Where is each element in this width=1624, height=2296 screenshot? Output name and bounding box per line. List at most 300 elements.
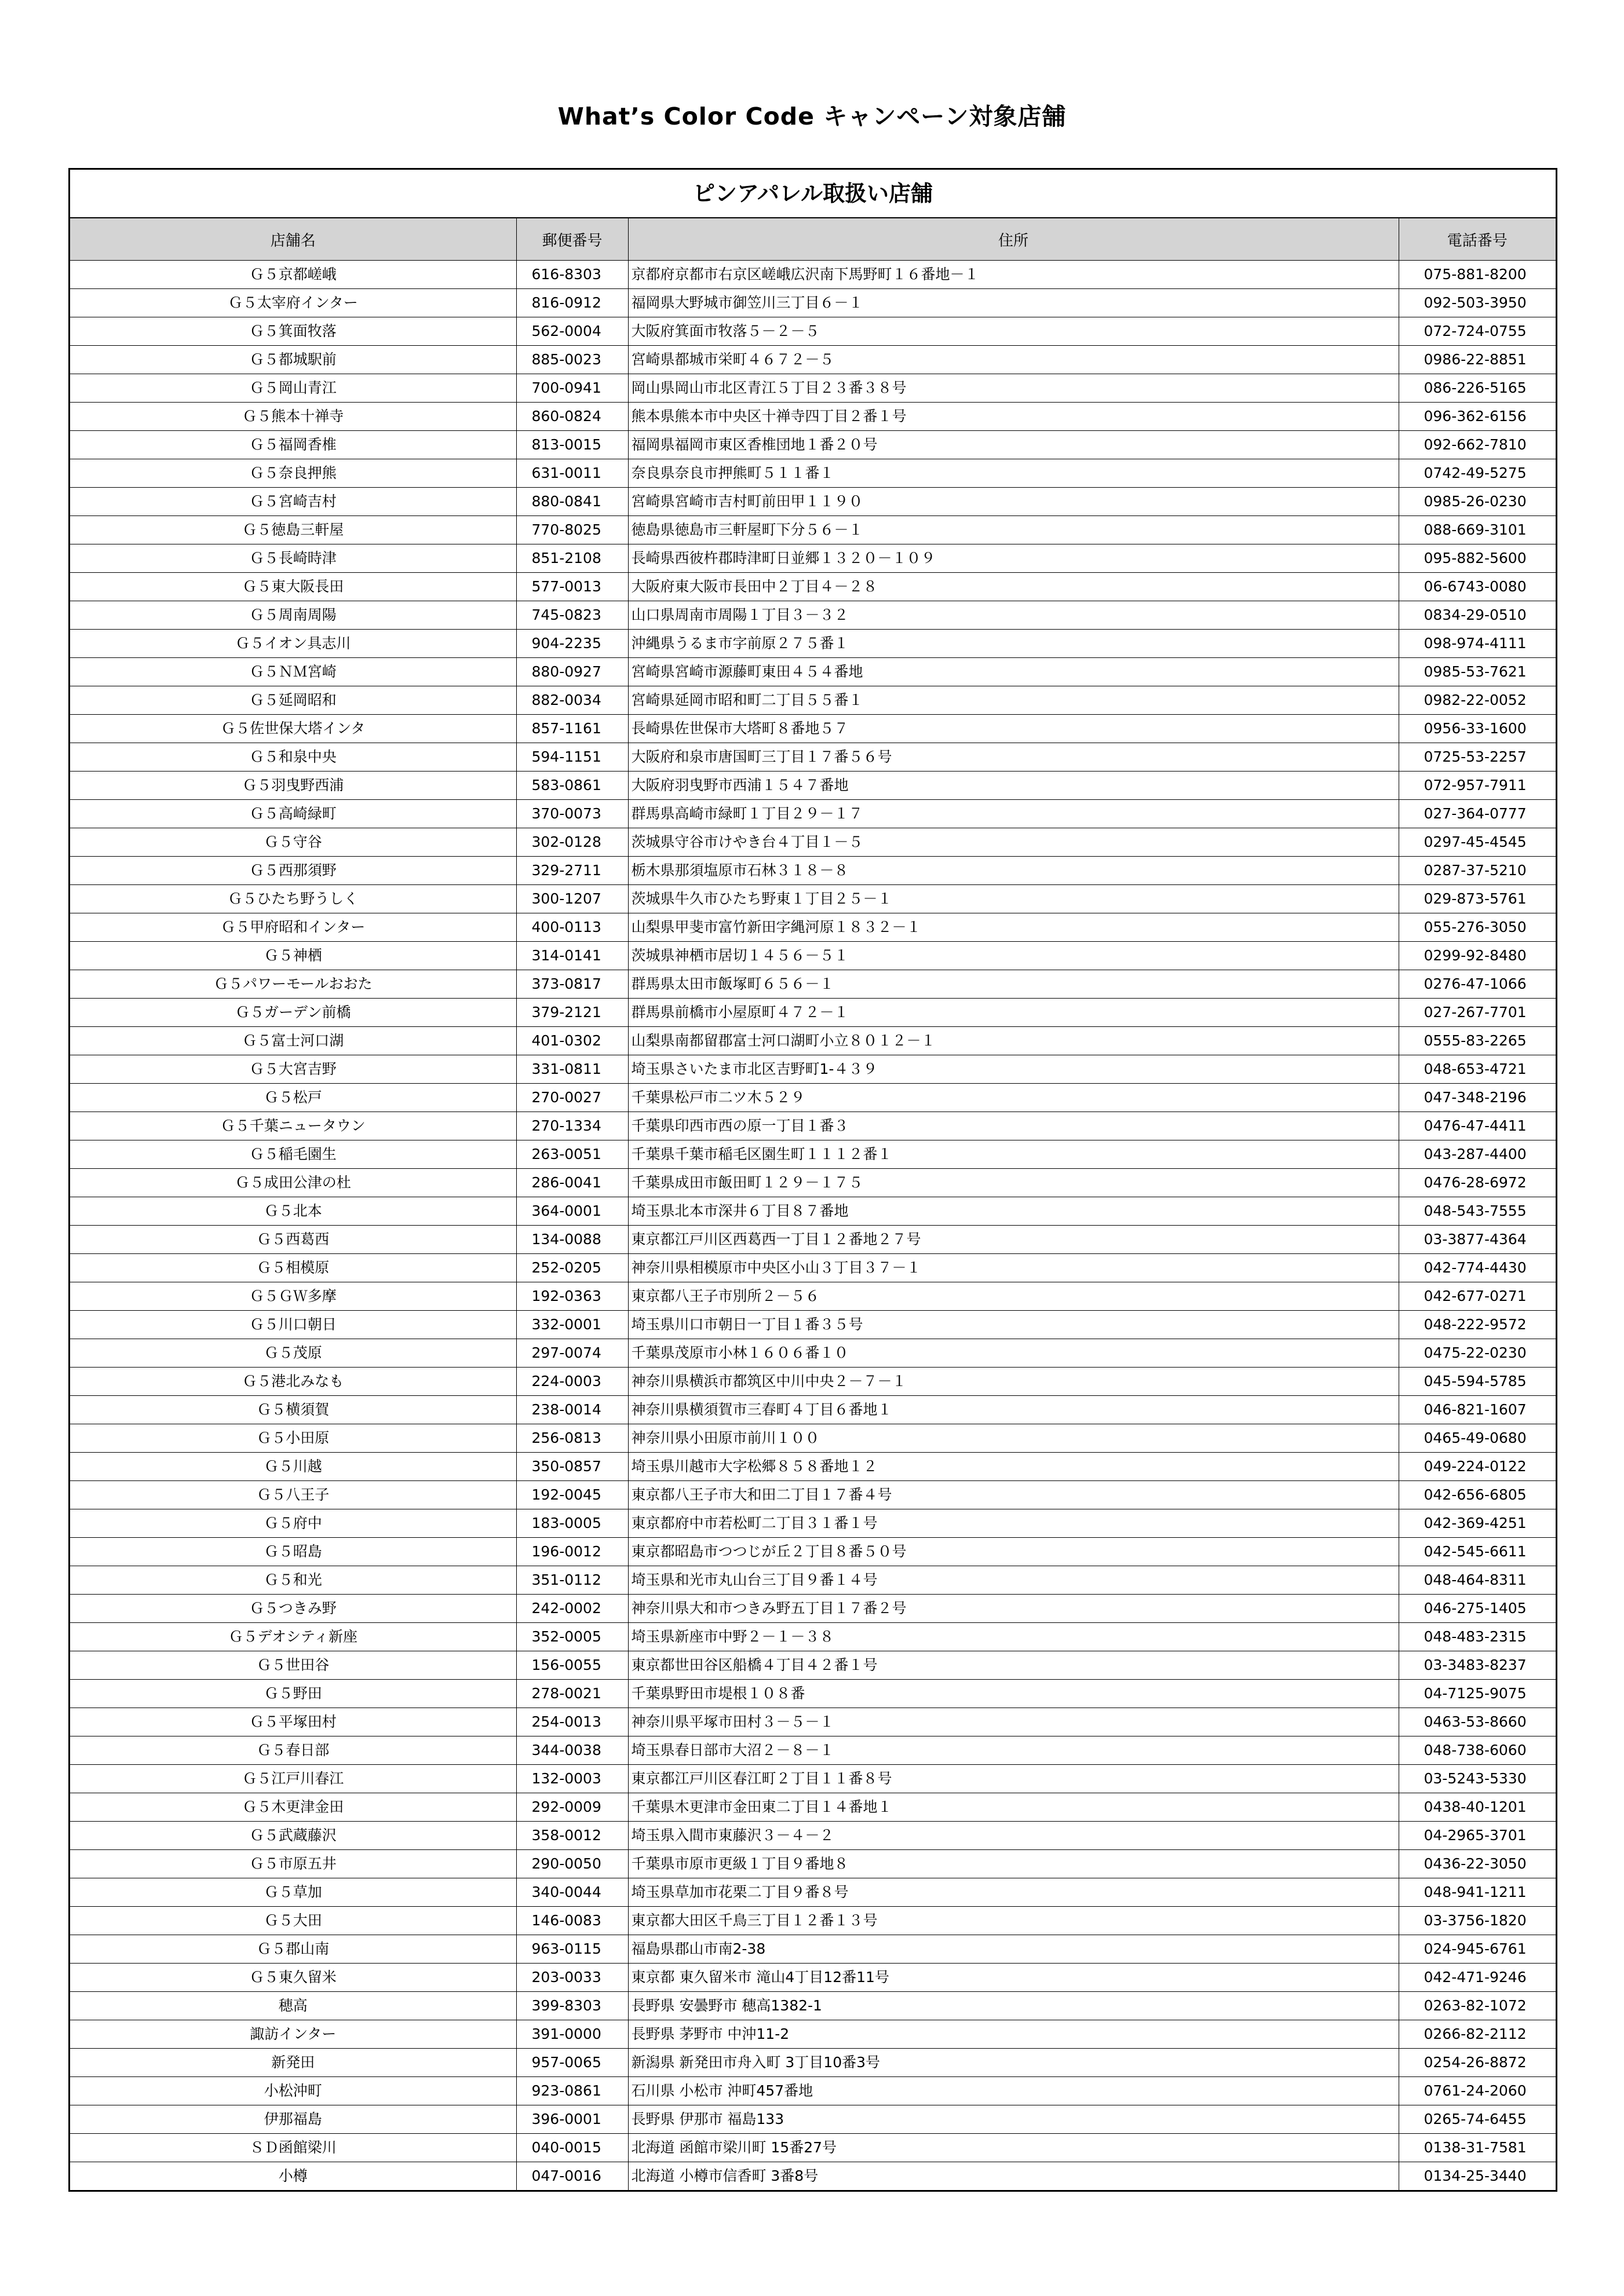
address-cell: 埼玉県川口市朝日一丁目１番３５号	[628, 1311, 1399, 1339]
address-cell: 宮崎県延岡市昭和町二丁目５５番１	[628, 686, 1399, 715]
phone-cell: 0297-45-4545	[1399, 828, 1556, 857]
table-row	[70, 1765, 1556, 1793]
postal-code-cell: 745-0823	[516, 601, 628, 630]
table-row	[70, 261, 1556, 289]
postal-code-cell: 344-0038	[516, 1736, 628, 1765]
table-row	[70, 828, 1556, 857]
phone-cell: 0476-47-4411	[1399, 1112, 1556, 1140]
phone-cell: 03-3483-8237	[1399, 1651, 1556, 1680]
postal-code-cell: 401-0302	[516, 1027, 628, 1055]
phone-cell: 0985-26-0230	[1399, 488, 1556, 516]
table-row	[70, 1793, 1556, 1822]
table-row	[70, 2077, 1556, 2105]
table-row	[70, 317, 1556, 346]
table-row	[70, 913, 1556, 942]
table-row	[70, 374, 1556, 403]
postal-code-cell: 880-0927	[516, 658, 628, 686]
table-row	[70, 1935, 1556, 1964]
address-cell: 埼玉県新座市中野２－１－３８	[628, 1623, 1399, 1651]
store-name-cell: Ｇ５茂原	[70, 1339, 516, 1368]
store-name-cell: Ｇ５世田谷	[70, 1651, 516, 1680]
address-cell: 長崎県西彼杵郡時津町日並郷１３２０－１０９	[628, 544, 1399, 573]
store-name-cell: Ｇ５郡山南	[70, 1935, 516, 1964]
phone-cell: 0742-49-5275	[1399, 459, 1556, 488]
store-name-cell: 伊那福島	[70, 2105, 516, 2134]
phone-cell: 042-369-4251	[1399, 1509, 1556, 1538]
store-name-cell: Ｇ５和光	[70, 1566, 516, 1595]
postal-code-cell: 816-0912	[516, 289, 628, 317]
address-cell: 徳島県徳島市三軒屋町下分５６－１	[628, 516, 1399, 544]
phone-cell: 0254-26-8872	[1399, 2049, 1556, 2077]
store-name-cell: Ｇ５岡山青江	[70, 374, 516, 403]
column-header-postal-code: 郵便番号	[516, 218, 628, 261]
table-row	[70, 1254, 1556, 1282]
store-name-cell: Ｇ５平塚田村	[70, 1708, 516, 1736]
store-name-cell: Ｇ５パワーモールおおた	[70, 970, 516, 999]
address-cell: 宮崎県宮崎市源藤町東田４５４番地	[628, 658, 1399, 686]
address-cell: 東京都八王子市大和田二丁目１７番４号	[628, 1481, 1399, 1509]
address-cell: 山梨県甲斐市富竹新田字縄河原１８３２－１	[628, 913, 1399, 942]
phone-cell: 0299-92-8480	[1399, 942, 1556, 970]
store-rows	[70, 261, 1556, 2191]
phone-cell: 0475-22-0230	[1399, 1339, 1556, 1368]
store-name-cell: Ｇ５熊本十禅寺	[70, 403, 516, 431]
table-header-row	[70, 218, 1556, 261]
phone-cell: 06-6743-0080	[1399, 573, 1556, 601]
address-cell: 埼玉県入間市東藤沢３－４－２	[628, 1822, 1399, 1850]
table-row	[70, 1453, 1556, 1481]
phone-cell: 072-957-7911	[1399, 772, 1556, 800]
store-name-cell: Ｇ５木更津金田	[70, 1793, 516, 1822]
table-row	[70, 2105, 1556, 2134]
postal-code-cell: 813-0015	[516, 431, 628, 459]
address-cell: 大阪府羽曳野市西浦１５４７番地	[628, 772, 1399, 800]
address-cell: 群馬県前橋市小屋原町４７２－１	[628, 999, 1399, 1027]
phone-cell: 0761-24-2060	[1399, 2077, 1556, 2105]
store-name-cell: Ｇ５富士河口湖	[70, 1027, 516, 1055]
store-name-cell: Ｇ５春日部	[70, 1736, 516, 1765]
phone-cell: 042-656-6805	[1399, 1481, 1556, 1509]
table-row	[70, 346, 1556, 374]
phone-cell: 0985-53-7621	[1399, 658, 1556, 686]
store-name-cell: Ｇ５西葛西	[70, 1226, 516, 1254]
table-row	[70, 544, 1556, 573]
postal-code-cell: 352-0005	[516, 1623, 628, 1651]
phone-cell: 0463-53-8660	[1399, 1708, 1556, 1736]
phone-cell: 042-774-4430	[1399, 1254, 1556, 1282]
store-name-cell: Ｇ５西那須野	[70, 857, 516, 885]
postal-code-cell: 192-0363	[516, 1282, 628, 1311]
store-name-cell: Ｇ５ＮＭ宮崎	[70, 658, 516, 686]
table-row	[70, 1708, 1556, 1736]
store-name-cell: Ｇ５羽曳野西浦	[70, 772, 516, 800]
address-cell: 埼玉県草加市花栗二丁目９番８号	[628, 1878, 1399, 1907]
table-row	[70, 1509, 1556, 1538]
postal-code-cell: 885-0023	[516, 346, 628, 374]
table-row	[70, 1680, 1556, 1708]
phone-cell: 03-5243-5330	[1399, 1765, 1556, 1793]
table-row	[70, 1339, 1556, 1368]
postal-code-cell: 379-2121	[516, 999, 628, 1027]
table-row	[70, 1850, 1556, 1878]
address-cell: 埼玉県川越市大字松郷８５８番地１２	[628, 1453, 1399, 1481]
postal-code-cell: 963-0115	[516, 1935, 628, 1964]
address-cell: 茨城県牛久市ひたち野東１丁目２５－１	[628, 885, 1399, 913]
table-row	[70, 800, 1556, 828]
phone-cell: 048-941-1211	[1399, 1878, 1556, 1907]
store-name-cell: Ｇ５大田	[70, 1907, 516, 1935]
table-row	[70, 1424, 1556, 1453]
postal-code-cell: 770-8025	[516, 516, 628, 544]
phone-cell: 027-267-7701	[1399, 999, 1556, 1027]
address-cell: 千葉県木更津市金田東二丁目１４番地１	[628, 1793, 1399, 1822]
address-cell: 東京都昭島市つつじが丘２丁目８番５０号	[628, 1538, 1399, 1566]
address-cell: 東京都 東久留米市 滝山4丁目12番11号	[628, 1964, 1399, 1992]
address-cell: 大阪府東大阪市長田中２丁目４－２８	[628, 573, 1399, 601]
address-cell: 神奈川県相模原市中央区小山３丁目３７－１	[628, 1254, 1399, 1282]
postal-code-cell: 358-0012	[516, 1822, 628, 1850]
postal-code-cell: 373-0817	[516, 970, 628, 999]
postal-code-cell: 146-0083	[516, 1907, 628, 1935]
postal-code-cell: 203-0033	[516, 1964, 628, 1992]
store-name-cell: Ｇ５川口朝日	[70, 1311, 516, 1339]
address-cell: 熊本県熊本市中央区十禅寺四丁目２番１号	[628, 403, 1399, 431]
store-name-cell: Ｇ５箕面牧落	[70, 317, 516, 346]
table-row	[70, 431, 1556, 459]
table-row	[70, 1822, 1556, 1850]
phone-cell: 0438-40-1201	[1399, 1793, 1556, 1822]
postal-code-cell: 904-2235	[516, 630, 628, 658]
postal-code-cell: 562-0004	[516, 317, 628, 346]
table-row	[70, 403, 1556, 431]
postal-code-cell: 957-0065	[516, 2049, 628, 2077]
store-name-cell: Ｇ５ＧＷ多摩	[70, 1282, 516, 1311]
postal-code-cell: 256-0813	[516, 1424, 628, 1453]
store-name-cell: Ｇ５神栖	[70, 942, 516, 970]
table-row	[70, 1197, 1556, 1226]
table-row	[70, 1736, 1556, 1765]
address-cell: 群馬県太田市飯塚町６５６－１	[628, 970, 1399, 999]
phone-cell: 0476-28-6972	[1399, 1169, 1556, 1197]
postal-code-cell: 631-0011	[516, 459, 628, 488]
postal-code-cell: 882-0034	[516, 686, 628, 715]
postal-code-cell: 134-0088	[516, 1226, 628, 1254]
address-cell: 神奈川県平塚市田村３－５－１	[628, 1708, 1399, 1736]
phone-cell: 049-224-0122	[1399, 1453, 1556, 1481]
store-name-cell: Ｇ５成田公津の杜	[70, 1169, 516, 1197]
table-row	[70, 1878, 1556, 1907]
table-row	[70, 1226, 1556, 1254]
table-row	[70, 2162, 1556, 2191]
postal-code-cell: 238-0014	[516, 1396, 628, 1424]
address-cell: 石川県 小松市 沖町457番地	[628, 2077, 1399, 2105]
store-name-cell: Ｇ５武蔵藤沢	[70, 1822, 516, 1850]
phone-cell: 086-226-5165	[1399, 374, 1556, 403]
postal-code-cell: 047-0016	[516, 2162, 628, 2191]
phone-cell: 0436-22-3050	[1399, 1850, 1556, 1878]
store-name-cell: Ｇ５宮崎吉村	[70, 488, 516, 516]
column-header-store-name: 店舗名	[70, 218, 516, 261]
store-name-cell: Ｇ５周南周陽	[70, 601, 516, 630]
address-cell: 群馬県高崎市緑町１丁目２９－１７	[628, 800, 1399, 828]
store-name-cell: Ｇ５松戸	[70, 1084, 516, 1112]
table-row	[70, 1992, 1556, 2020]
address-cell: 神奈川県小田原市前川１００	[628, 1424, 1399, 1453]
phone-cell: 0138-31-7581	[1399, 2134, 1556, 2162]
store-name-cell: Ｇ５高崎緑町	[70, 800, 516, 828]
postal-code-cell: 332-0001	[516, 1311, 628, 1339]
postal-code-cell: 923-0861	[516, 2077, 628, 2105]
table-row	[70, 1368, 1556, 1396]
store-name-cell: Ｇ５大宮吉野	[70, 1055, 516, 1084]
phone-cell: 098-974-4111	[1399, 630, 1556, 658]
table-row	[70, 970, 1556, 999]
store-name-cell: Ｇ５稲毛園生	[70, 1140, 516, 1169]
store-name-cell: Ｇ５デオシティ新座	[70, 1623, 516, 1651]
table-row	[70, 1964, 1556, 1992]
address-cell: 神奈川県横浜市都筑区中川中央２－７－１	[628, 1368, 1399, 1396]
phone-cell: 0555-83-2265	[1399, 1027, 1556, 1055]
phone-cell: 047-348-2196	[1399, 1084, 1556, 1112]
store-name-cell: Ｇ５イオン具志川	[70, 630, 516, 658]
store-name-cell: 小松沖町	[70, 2077, 516, 2105]
table-row	[70, 488, 1556, 516]
phone-cell: 055-276-3050	[1399, 913, 1556, 942]
table-row	[70, 630, 1556, 658]
phone-cell: 042-471-9246	[1399, 1964, 1556, 1992]
table-row	[70, 857, 1556, 885]
table-row	[70, 2049, 1556, 2077]
store-name-cell: Ｇ５市原五井	[70, 1850, 516, 1878]
phone-cell: 048-543-7555	[1399, 1197, 1556, 1226]
postal-code-cell: 192-0045	[516, 1481, 628, 1509]
store-name-cell: Ｇ５長崎時津	[70, 544, 516, 573]
postal-code-cell: 183-0005	[516, 1509, 628, 1538]
table-row	[70, 459, 1556, 488]
postal-code-cell: 242-0002	[516, 1595, 628, 1623]
postal-code-cell: 292-0009	[516, 1793, 628, 1822]
postal-code-cell: 252-0205	[516, 1254, 628, 1282]
store-name-cell: 新発田	[70, 2049, 516, 2077]
table-row	[70, 772, 1556, 800]
store-name-cell: Ｇ５奈良押熊	[70, 459, 516, 488]
store-name-cell: Ｇ５野田	[70, 1680, 516, 1708]
address-cell: 沖縄県うるま市字前原２７５番１	[628, 630, 1399, 658]
postal-code-cell: 254-0013	[516, 1708, 628, 1736]
store-name-cell: Ｇ５徳島三軒屋	[70, 516, 516, 544]
phone-cell: 03-3877-4364	[1399, 1226, 1556, 1254]
table-row	[70, 573, 1556, 601]
address-cell: 千葉県印西市西の原一丁目１番３	[628, 1112, 1399, 1140]
address-cell: 東京都八王子市別所２－５６	[628, 1282, 1399, 1311]
postal-code-cell: 400-0113	[516, 913, 628, 942]
page-title: What’s Color Code キャンペーン対象店舗	[557, 103, 1067, 130]
address-cell: 埼玉県和光市丸山台三丁目９番１４号	[628, 1566, 1399, 1595]
store-name-cell: Ｇ５延岡昭和	[70, 686, 516, 715]
postal-code-cell: 331-0811	[516, 1055, 628, 1084]
phone-cell: 048-738-6060	[1399, 1736, 1556, 1765]
postal-code-cell: 880-0841	[516, 488, 628, 516]
table-row	[70, 516, 1556, 544]
column-header-phone: 電話番号	[1399, 218, 1556, 261]
phone-cell: 043-287-4400	[1399, 1140, 1556, 1169]
phone-cell: 0265-74-6455	[1399, 2105, 1556, 2134]
phone-cell: 03-3756-1820	[1399, 1907, 1556, 1935]
address-cell: 東京都大田区千鳥三丁目１２番１３号	[628, 1907, 1399, 1935]
phone-cell: 048-653-4721	[1399, 1055, 1556, 1084]
phone-cell: 029-873-5761	[1399, 885, 1556, 913]
store-name-cell: Ｇ５和泉中央	[70, 743, 516, 772]
address-cell: 千葉県成田市飯田町１２９－１７５	[628, 1169, 1399, 1197]
table-row	[70, 1055, 1556, 1084]
phone-cell: 042-677-0271	[1399, 1282, 1556, 1311]
address-cell: 千葉県千葉市稲毛区園生町１１１２番１	[628, 1140, 1399, 1169]
address-cell: 千葉県野田市堤根１０８番	[628, 1680, 1399, 1708]
phone-cell: 0266-82-2112	[1399, 2020, 1556, 2049]
address-cell: 長野県 安曇野市 穂高1382-1	[628, 1992, 1399, 2020]
address-cell: 宮崎県都城市栄町４６７２－５	[628, 346, 1399, 374]
postal-code-cell: 278-0021	[516, 1680, 628, 1708]
store-name-cell: 小樽	[70, 2162, 516, 2191]
address-cell: 福岡県福岡市東区香椎団地１番２０号	[628, 431, 1399, 459]
phone-cell: 0276-47-1066	[1399, 970, 1556, 999]
store-table	[70, 218, 1556, 2190]
postal-code-cell: 270-0027	[516, 1084, 628, 1112]
store-name-cell: Ｇ５横須賀	[70, 1396, 516, 1424]
table-row	[70, 289, 1556, 317]
address-cell: 埼玉県さいたま市北区吉野町1-４３９	[628, 1055, 1399, 1084]
store-name-cell: Ｇ５佐世保大塔インタ	[70, 715, 516, 743]
phone-cell: 024-945-6761	[1399, 1935, 1556, 1964]
table-row	[70, 1311, 1556, 1339]
address-cell: 千葉県松戸市二ツ木５２９	[628, 1084, 1399, 1112]
store-name-cell: Ｇ５草加	[70, 1878, 516, 1907]
store-name-cell: Ｇ５川越	[70, 1453, 516, 1481]
store-name-cell: Ｇ５東大阪長田	[70, 573, 516, 601]
postal-code-cell: 364-0001	[516, 1197, 628, 1226]
phone-cell: 048-464-8311	[1399, 1566, 1556, 1595]
address-cell: 茨城県守谷市けやき台４丁目１－５	[628, 828, 1399, 857]
phone-cell: 0956-33-1600	[1399, 715, 1556, 743]
store-name-cell: 諏訪インター	[70, 2020, 516, 2049]
postal-code-cell: 329-2711	[516, 857, 628, 885]
store-name-cell: Ｇ５つきみ野	[70, 1595, 516, 1623]
address-cell: 東京都江戸川区西葛西一丁目１２番地２７号	[628, 1226, 1399, 1254]
column-header-address: 住所	[628, 218, 1399, 261]
store-table-frame	[68, 168, 1557, 2192]
postal-code-cell: 370-0073	[516, 800, 628, 828]
store-name-cell: Ｇ５ひたち野うしく	[70, 885, 516, 913]
address-cell: 栃木県那須塩原市石林３１８－８	[628, 857, 1399, 885]
postal-code-cell: 594-1151	[516, 743, 628, 772]
phone-cell: 0725-53-2257	[1399, 743, 1556, 772]
table-row	[70, 1538, 1556, 1566]
phone-cell: 04-7125-9075	[1399, 1680, 1556, 1708]
store-name-cell: Ｇ５太宰府インター	[70, 289, 516, 317]
postal-code-cell: 156-0055	[516, 1651, 628, 1680]
postal-code-cell: 286-0041	[516, 1169, 628, 1197]
postal-code-cell: 857-1161	[516, 715, 628, 743]
phone-cell: 096-362-6156	[1399, 403, 1556, 431]
table-row	[70, 2134, 1556, 2162]
postal-code-cell: 851-2108	[516, 544, 628, 573]
address-cell: 長野県 伊那市 福島133	[628, 2105, 1399, 2134]
phone-cell: 092-503-3950	[1399, 289, 1556, 317]
address-cell: 神奈川県大和市つきみ野五丁目１７番２号	[628, 1595, 1399, 1623]
postal-code-cell: 224-0003	[516, 1368, 628, 1396]
phone-cell: 048-483-2315	[1399, 1623, 1556, 1651]
table-row	[70, 715, 1556, 743]
address-cell: 奈良県奈良市押熊町５１１番１	[628, 459, 1399, 488]
postal-code-cell: 350-0857	[516, 1453, 628, 1481]
address-cell: 千葉県茂原市小林１６０６番１０	[628, 1339, 1399, 1368]
table-row	[70, 999, 1556, 1027]
postal-code-cell: 351-0112	[516, 1566, 628, 1595]
store-name-cell: Ｇ５八王子	[70, 1481, 516, 1509]
phone-cell: 0465-49-0680	[1399, 1424, 1556, 1453]
table-row	[70, 1623, 1556, 1651]
table-row	[70, 1396, 1556, 1424]
table-row	[70, 1169, 1556, 1197]
address-cell: 山口県周南市周陽１丁目３－３２	[628, 601, 1399, 630]
table-row	[70, 1112, 1556, 1140]
address-cell: 東京都江戸川区春江町２丁目１１番８号	[628, 1765, 1399, 1793]
postal-code-cell: 396-0001	[516, 2105, 628, 2134]
table-row	[70, 1595, 1556, 1623]
phone-cell: 046-821-1607	[1399, 1396, 1556, 1424]
address-cell: 宮崎県宮崎市吉村町前田甲１１９０	[628, 488, 1399, 516]
postal-code-cell: 300-1207	[516, 885, 628, 913]
store-name-cell: Ｇ５福岡香椎	[70, 431, 516, 459]
address-cell: 神奈川県横須賀市三春町４丁目６番地１	[628, 1396, 1399, 1424]
table-row	[70, 1907, 1556, 1935]
table-row	[70, 1651, 1556, 1680]
phone-cell: 075-881-8200	[1399, 261, 1556, 289]
phone-cell: 0986-22-8851	[1399, 346, 1556, 374]
postal-code-cell: 270-1334	[516, 1112, 628, 1140]
phone-cell: 0263-82-1072	[1399, 1992, 1556, 2020]
phone-cell: 0134-25-3440	[1399, 2162, 1556, 2191]
phone-cell: 0287-37-5210	[1399, 857, 1556, 885]
address-cell: 東京都世田谷区船橋４丁目４２番１号	[628, 1651, 1399, 1680]
address-cell: 山梨県南都留郡富士河口湖町小立８０１２－１	[628, 1027, 1399, 1055]
table-row	[70, 686, 1556, 715]
phone-cell: 0834-29-0510	[1399, 601, 1556, 630]
postal-code-cell: 399-8303	[516, 1992, 628, 2020]
phone-cell: 0982-22-0052	[1399, 686, 1556, 715]
address-cell: 福岡県大野城市御笠川三丁目６－１	[628, 289, 1399, 317]
store-name-cell: Ｇ５港北みなも	[70, 1368, 516, 1396]
postal-code-cell: 860-0824	[516, 403, 628, 431]
address-cell: 千葉県市原市更級１丁目９番地８	[628, 1850, 1399, 1878]
address-cell: 東京都府中市若松町二丁目３１番１号	[628, 1509, 1399, 1538]
address-cell: 北海道 函館市梁川町 15番27号	[628, 2134, 1399, 2162]
table-row	[70, 1140, 1556, 1169]
store-name-cell: Ｇ５小田原	[70, 1424, 516, 1453]
address-cell: 長野県 茅野市 中沖11-2	[628, 2020, 1399, 2049]
address-cell: 北海道 小樽市信香町 3番8号	[628, 2162, 1399, 2191]
table-row	[70, 1282, 1556, 1311]
store-name-cell: Ｇ５北本	[70, 1197, 516, 1226]
address-cell: 埼玉県春日部市大沼２－８－１	[628, 1736, 1399, 1765]
store-name-cell: Ｇ５千葉ニュータウン	[70, 1112, 516, 1140]
phone-cell: 048-222-9572	[1399, 1311, 1556, 1339]
phone-cell: 092-662-7810	[1399, 431, 1556, 459]
store-name-cell: ＳＤ函館梁川	[70, 2134, 516, 2162]
address-cell: 福島県郡山市南2-38	[628, 1935, 1399, 1964]
table-row	[70, 885, 1556, 913]
phone-cell: 095-882-5600	[1399, 544, 1556, 573]
